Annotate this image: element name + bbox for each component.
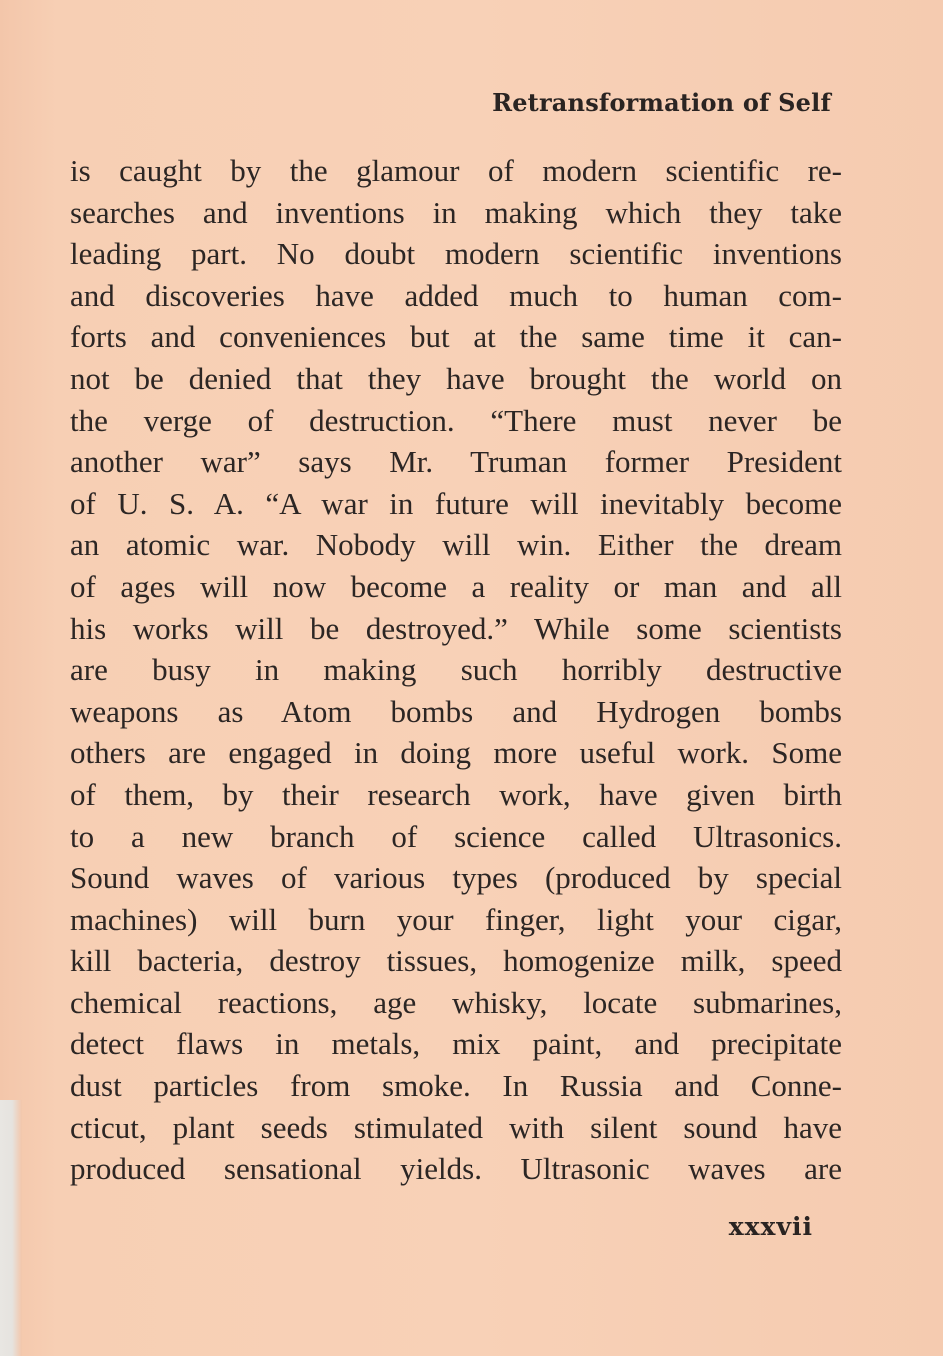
text-line: an atomic war. Nobody will win. Either the dream — [70, 527, 842, 563]
text-line: to a new branch of science called Ultrasonics. — [70, 818, 842, 854]
text-line: of U. S. A. “A war in future will inevitably become — [70, 485, 842, 521]
text-line: weapons as Atom bombs and Hydrogen bombs — [70, 693, 842, 729]
page-number: xxxvii — [728, 1212, 813, 1241]
text-line: not be denied that they have brought the world on — [70, 360, 842, 396]
page-edge-shadow — [0, 1100, 22, 1356]
text-line: chemical reactions, age whisky, locate submarines, — [70, 984, 842, 1020]
text-line: his works will be destroyed.” While some scientists — [70, 610, 842, 646]
text-line: Sound waves of various types (produced by special — [70, 860, 842, 896]
text-line: the verge of destruction. “There must never be — [70, 402, 842, 438]
text-line: of them, by their research work, have given birth — [70, 776, 842, 812]
text-line: leading part. No doubt modern scientific inventions — [70, 236, 842, 272]
text-line: cticut, plant seeds stimulated with silent sound have — [70, 1109, 842, 1145]
running-head: Retransformation of Self — [492, 88, 831, 117]
text-line: others are engaged in doing more useful work. Some — [70, 735, 842, 771]
text-line: forts and conveniences but at the same time it can- — [70, 319, 842, 355]
text-line: of ages will now become a reality or man and all — [70, 568, 842, 604]
body-text — [70, 150, 842, 1190]
text-line: produced sensational yields. Ultrasonic waves are — [70, 1151, 842, 1187]
text-line: another war” says Mr. Truman former President — [70, 444, 842, 480]
text-line: machines) will burn your finger, light your cigar, — [70, 901, 842, 937]
text-line: is caught by the glamour of modern scientific re- — [70, 153, 842, 188]
text-line: detect flaws in metals, mix paint, and precipitate — [70, 1026, 842, 1062]
text-line: dust particles from smoke. In Russia and Conne- — [70, 1068, 842, 1104]
text-line: searches and inventions in making which they take — [70, 194, 842, 230]
text-line: are busy in making such horribly destructive — [70, 652, 842, 688]
text-line: kill bacteria, destroy tissues, homogenize milk, speed — [70, 943, 842, 979]
text-line: and discoveries have added much to human com- — [70, 277, 842, 313]
